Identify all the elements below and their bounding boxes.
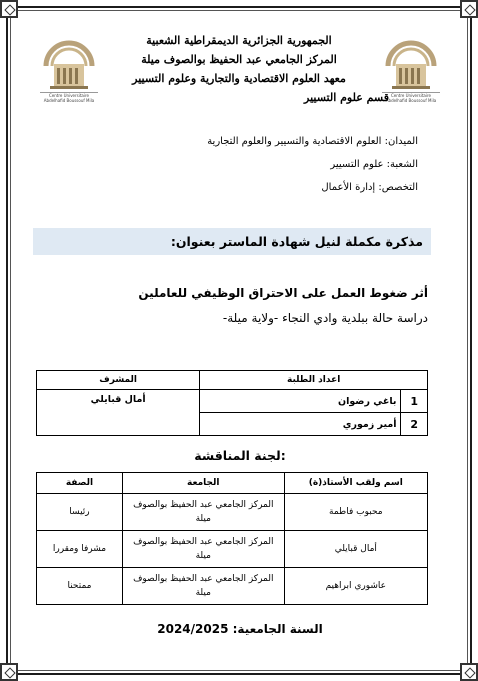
corner-ornament xyxy=(0,663,18,681)
committee-table xyxy=(36,472,428,605)
thesis-subtitle: دراسة حالة ببلدية وادي النجاء -ولاية ميلة- xyxy=(222,311,428,325)
thesis-banner: مذكرة مكملة لنيل شهادة الماستر بعنوان: xyxy=(33,228,431,255)
student-number: 1 xyxy=(401,390,428,413)
corner-ornament xyxy=(0,0,18,18)
field-domain: الميدان: العلوم الاقتصادية والتسيير والعلوم التجارية xyxy=(207,136,418,147)
university-building-icon xyxy=(382,40,440,92)
header-institute: معهد العلوم الاقتصادية والتجارية وعلوم التسيير xyxy=(132,72,346,85)
logo-caption: Centre Universitaire Abdelhafid Boussouf Mila xyxy=(382,92,440,103)
table-row xyxy=(37,531,428,568)
supervisor-name: أمال قبايلي xyxy=(37,390,200,436)
table-row xyxy=(37,568,428,605)
logo-caption: Centre Universitaire Abdelhafid Boussouf Mila xyxy=(40,92,98,103)
header-role: الصفة xyxy=(37,473,123,494)
corner-ornament xyxy=(460,0,478,18)
field-branch: الشعبة: علوم التسيير xyxy=(330,159,418,170)
header-university: المركز الجامعي عبد الحفيظ بوالصوف ميلة xyxy=(141,53,337,66)
committee-member-university: المركز الجامعي عبد الحفيظ بوالصوف ميلة xyxy=(122,531,284,568)
table-row xyxy=(37,390,428,413)
field-specialty: التخصص: إدارة الأعمال xyxy=(321,182,418,193)
students-table xyxy=(36,370,428,436)
header-republic: الجمهورية الجزائرية الديمقراطية الشعبية xyxy=(146,34,332,47)
committee-member-name: أمال قبايلي xyxy=(284,531,427,568)
committee-member-role: رئيسا xyxy=(37,494,123,531)
header-students: اعداد الطلبة xyxy=(200,371,428,390)
committee-member-university: المركز الجامعي عبد الحفيظ بوالصوف ميلة xyxy=(122,494,284,531)
header-university: الجامعة xyxy=(122,473,284,494)
university-logo-right xyxy=(382,40,440,103)
student-number: 2 xyxy=(401,413,428,436)
committee-member-name: عاشوري ابراهيم xyxy=(284,568,427,605)
student-name: أمير زموري xyxy=(200,413,401,436)
university-logo-left xyxy=(40,40,98,103)
committee-title: لجنة المناقشة: xyxy=(194,448,286,463)
table-row xyxy=(37,494,428,531)
committee-member-name: محبوب فاطمة xyxy=(284,494,427,531)
header-department: قسم علوم التسيير xyxy=(304,91,389,104)
committee-member-role: مشرفا ومقررا xyxy=(37,531,123,568)
thesis-title: أثر ضغوط العمل على الاحتراق الوظيفي للعاملين xyxy=(138,286,428,300)
student-name: باغي رضوان xyxy=(200,390,401,413)
committee-member-role: ممتحنا xyxy=(37,568,123,605)
header-supervisor: المشرف xyxy=(37,371,200,390)
academic-year: السنة الجامعية: 2024/2025 xyxy=(157,622,323,636)
committee-member-university: المركز الجامعي عبد الحفيظ بوالصوف ميلة xyxy=(122,568,284,605)
header-professor: اسم ولقب الأستاذ(ة) xyxy=(284,473,427,494)
corner-ornament xyxy=(460,663,478,681)
